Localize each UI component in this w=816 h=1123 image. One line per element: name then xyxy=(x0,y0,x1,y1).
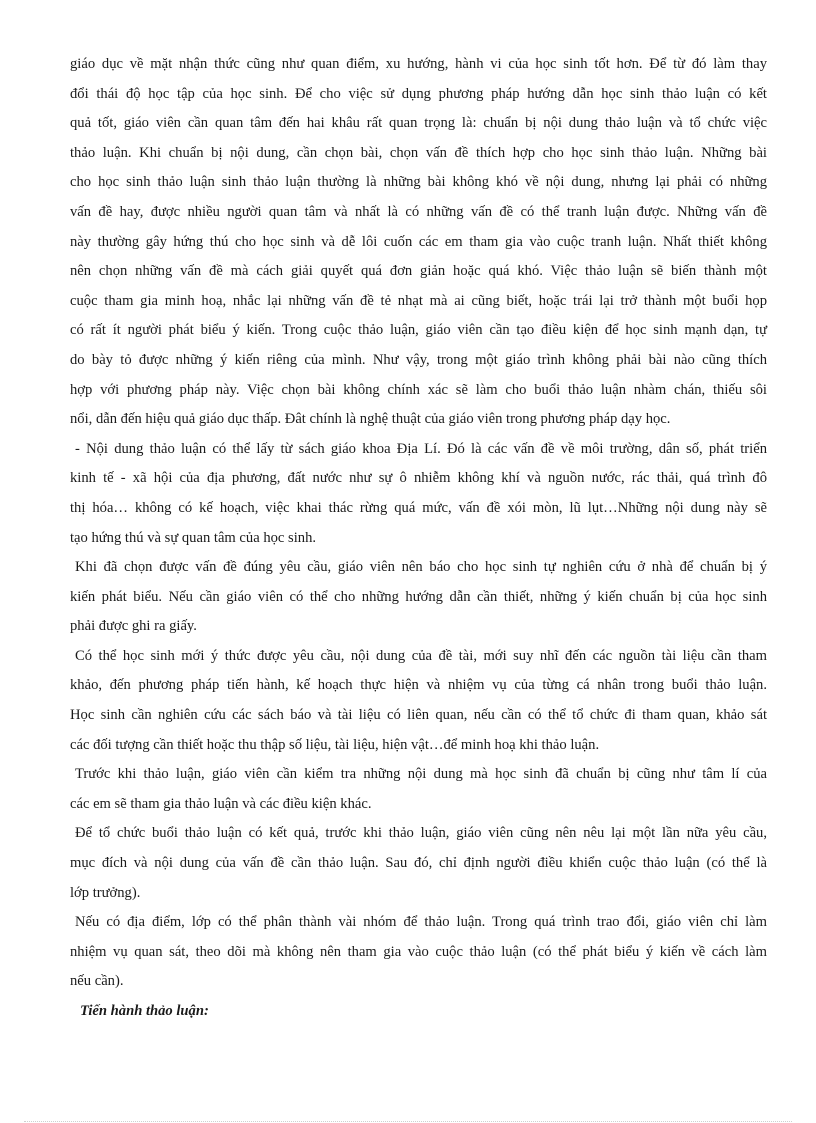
paragraph-line: Học sinh cần nghiên cứu các sách báo và tài liệu có liên quan, nếu cần có thể tổ chức đi tham quan, khảo sát xyxy=(70,707,767,724)
paragraph-line: quả tốt, giáo viên cần quan tâm đến hai khâu rất quan trọng là: chuẩn bị nội dung thảo luận và tổ chức việc xyxy=(70,115,767,132)
paragraph-line: Để tổ chức buổi thảo luận có kết quả, trước khi thảo luận, giáo viên cũng nên nêu lại một lần nữa yêu cầu, xyxy=(75,825,767,842)
paragraph-line: do bày tỏ được những ý kiến riêng của mình. Như vậy, trong một giáo trình không phải bài nào cũng thích xyxy=(70,351,767,368)
paragraph-line: Có thể học sinh mới ý thức được yêu cầu, nội dung của đề tài, mới suy nhĩ đến các nguồn tài liệu cần tham xyxy=(75,647,767,664)
document-body xyxy=(70,50,767,1027)
paragraph-line: cho học sinh thảo luận sinh thảo luận thường là những bài không khó về nội dung, nhưng lại phải có những xyxy=(70,174,767,191)
paragraph-line: nhiệm vụ quan sát, theo dõi mà không nên tham gia vào cuộc thảo luận (có thể phát biểu ý kiến về cách làm xyxy=(70,943,767,960)
paragraph-line: thảo luận. Khi chuẩn bị nội dung, cần chọn bài, chọn vấn đề thích hợp cho học sinh thảo luận. Những bài xyxy=(70,144,767,161)
paragraph-line: khảo, đến phương pháp tiến hành, kế hoạch thực hiện và nhiệm vụ của từng cá nhân trong buổi thảo luận. xyxy=(70,677,767,694)
paragraph-line: các đối tượng cần thiết hoặc thu thập số liệu, tài liệu, hiện vật…để minh hoạ khi thảo luận. xyxy=(70,736,600,753)
paragraph-line: giáo dục về mặt nhận thức cũng như quan điểm, xu hướng, hành vi của học sinh tốt hơn. Để từ đó làm thay xyxy=(70,56,767,72)
paragraph-line: thị hóa… không có kế hoạch, việc khai thác rừng quá mức, vấn đề xói mòn, lũ lụt…Những nội dung này sẽ xyxy=(70,499,767,516)
paragraph-line: có rất ít người phát biểu ý kiến. Trong cuộc thảo luận, giáo viên cần tạo điều kiện để học sinh mạnh dạn, tự xyxy=(70,322,767,339)
paragraph-line: Nếu có địa điểm, lớp có thể phân thành vài nhóm để thảo luận. Trong quá trình trao đổi, giáo viên chỉ làm xyxy=(75,914,767,931)
paragraph-line: nếu cần). xyxy=(70,973,124,990)
paragraph-line: phải được ghi ra giấy. xyxy=(70,618,197,635)
paragraph-line: nên chọn những vấn đề mà cách giải quyết quá đơn giản hoặc quá khó. Việc thảo luận sẽ biến thành một xyxy=(70,263,767,280)
paragraph-line: tạo hứng thú và sự quan tâm của học sinh. xyxy=(70,529,317,546)
paragraph-line: Trước khi thảo luận, giáo viên cần kiểm tra những nội dung mà học sinh đã chuẩn bị cũng như tâm lí của xyxy=(75,766,767,783)
paragraph-line: đổi thái độ học tập của học sinh. Để cho việc sử dụng phương pháp hướng dẫn học sinh thảo luận có kết xyxy=(70,85,767,102)
paragraph-line: kiến phát biểu. Nếu cần giáo viên có thể cho những hướng dẫn cần thiết, những ý kiến chuẩn bị của học sinh xyxy=(70,588,767,605)
paragraph-line: hợp với phương pháp này. Việc chọn bài không chính xác sẽ làm cho buổi thảo luận nhàm chán, thiếu sôi xyxy=(70,381,767,398)
paragraph-line: lớp trưởng). xyxy=(70,884,141,901)
paragraph-line: Khi đã chọn được vấn đề đúng yêu cầu, giáo viên nên báo cho học sinh tự nghiên cứu ở nhà để chuẩn bị ý xyxy=(75,559,767,576)
paragraph-line: này thường gây hứng thú cho học sinh và dễ lôi cuốn các em tham gia vào cuộc tranh luận. Nhất thiết không xyxy=(70,233,767,250)
paragraph-line: nổi, dẫn đến hiệu quả giáo dục thấp. Đât chính là nghệ thuật của giáo viên trong phương pháp dạy học. xyxy=(70,411,671,428)
section-heading: Tiến hành thảo luận: xyxy=(80,1003,209,1019)
paragraph-line: cuộc tham gia minh hoạ, nhắc lại những vấn đề tẻ nhạt mà ai cũng biết, hoặc trái lại trở thành một buổi họp xyxy=(70,292,767,309)
paragraph-line: kinh tế - xã hội của địa phương, đất nước như sự ô nhiễm không khí và nguồn nước, rác thải, quá trình đô xyxy=(70,470,767,487)
page-bottom-rule xyxy=(24,1121,792,1122)
paragraph-line: mục đích và nội dung của vấn đề cần thảo luận. Sau đó, chỉ định người điều khiển cuộc thảo luận (có thể là xyxy=(70,855,767,872)
paragraph-line: - Nội dung thảo luận có thể lấy từ sách giáo khoa Địa Lí. Đó là các vấn đề về môi trường, dân số, phát triển xyxy=(75,440,767,457)
paragraph-line: các em sẽ tham gia thảo luận và các điều kiện khác. xyxy=(70,795,372,812)
paragraph-line: vấn đề hay, được nhiều người quan tâm và nhất là có những vấn đề có thể tranh luận được. Những vấn đề xyxy=(70,203,767,220)
